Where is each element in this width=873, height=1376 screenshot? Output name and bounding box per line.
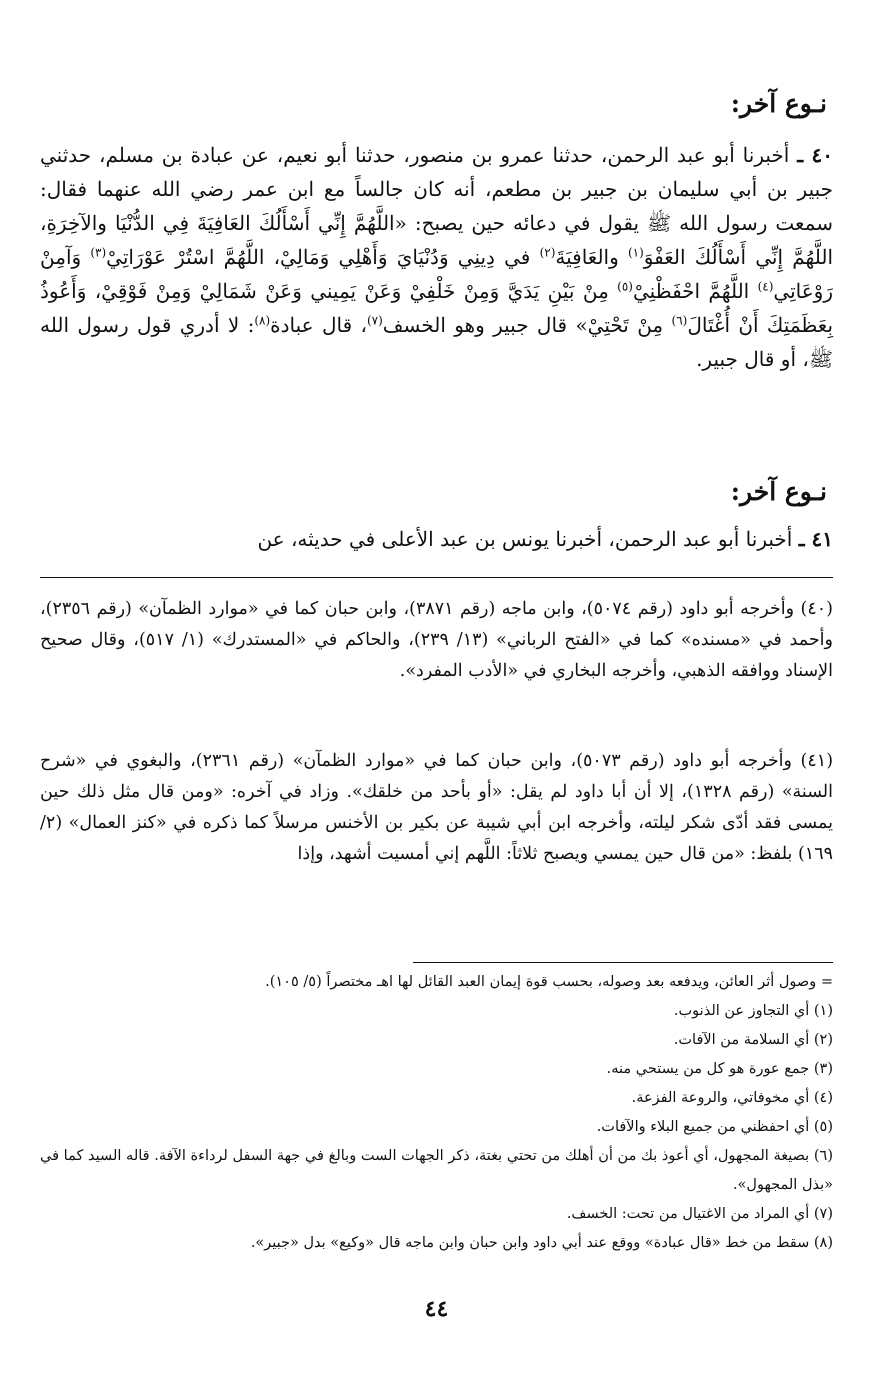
footnote-2: (٢) أي السلامة من الآفات.: [673, 1032, 833, 1048]
footnote-ref-4[interactable]: (٤): [757, 279, 774, 294]
hadith-40-part-h: ، قال عبادة: [270, 313, 367, 337]
hadith-40-number: ٤٠ ـ: [797, 143, 833, 167]
book-page: [40, 0, 833, 1376]
footnote-ref-8[interactable]: (٨): [254, 313, 271, 328]
footnote-ref-6[interactable]: (٦): [671, 313, 688, 328]
hadith-40-part-g: مِنْ تَحْتِيْ» قال جبير وهو الخسف: [382, 313, 672, 337]
main-divider: [40, 577, 833, 578]
footnote-ref-3[interactable]: (٣): [90, 245, 107, 260]
hadith-40-part-c: في دِينِي وَدُنْيَايَ وَأَهْلِي وَمَالِيْ، اللَّهُمَّ اسْتُرْ عَوْرَاتِيْ: [106, 245, 540, 269]
takhrij-41: (٤١) وأخرجه أبو داود (رقم ٥٠٧٣)، وابن حبان كما في «موارد الظمآن» (رقم ٢٣٦١)، والبغوي في «شرح السنة» (رقم ١٣٢٨)، إلا أن أبا داود لم يقل: «أو بأحد من خلقك». وزاد في آخره: «ومن قال مثل ذلك حين يمسى فقد أدّى شكر ليلته، وأخرجه ابن أبي شيبة عن بكير بن الأخنس مرسلاً كما ذكره في «كنز العمال» (٢/ ١٦٩) بلفظ: «من قال حين يمسي ويصبح ثلاثاً: اللَّهم إني أمسيت أشهد، وإذا: [40, 751, 834, 864]
footnote-divider: [413, 962, 833, 963]
hadith-40-part-i: : لا أدري قول رسول الله ﷺ، أو قال جبير.: [40, 313, 833, 371]
hadith-40-part-d: وَآمِنْ رَوْعَاتِي: [40, 245, 833, 303]
footnote-4: (٤) أي مخوفاتي، والروعة الفزعة.: [631, 1090, 833, 1106]
hadith-40-part-e: اللَّهُمَّ احْفَظْنِيْ: [632, 279, 758, 303]
footnote-ref-2[interactable]: (٢): [539, 245, 556, 260]
hadith-40-part-f: مِنْ بَيْنِ يَدَيَّ وَمِنْ خَلْفِيْ وَعَنْ يَمِيني وَعَنْ شَمَالِيْ وَمِنْ فَوْقِيْ، وَأَعُوذُ بِعَظَمَتِكَ أَنْ أُغْتَالَ: [40, 279, 834, 337]
footnote-1: (١) أي التجاوز عن الذنوب.: [673, 1003, 833, 1019]
section-heading-2: نـوع آخر:: [730, 477, 827, 506]
hadith-41-body: أخبرنا أبو عبد الرحمن، أخبرنا يونس بن عبد الأعلى في حديثه، عن: [257, 527, 799, 551]
footnotes-list: [40, 968, 833, 1258]
hadith-40-part-a: أخبرنا أبو عبد الرحمن، حدثنا عمرو بن منصور، حدثنا أبو نعيم، عن عبادة بن مسلم، حدثني جبير بن أبي سليمان بن جبير بن مطعم، أنه كان جالساً مع ابن عمر رضي الله عنهما فقال: سمعت رسول الله ﷺ يقول في دعائه حين يصبح: «اللَّهُمَّ إِنِّي أَسْأَلُكَ العَافِيَةَ فِي الدُّنْيَا والآخِرَةِ، اللَّهُمَّ إِنِّي أَسْأَلُكَ العَفْوَ: [40, 143, 833, 269]
footnote-ref-1[interactable]: (١): [627, 245, 644, 260]
hadith-41-text: [40, 522, 833, 556]
footnote-7: (٧) أي المراد من الاغتيال من تحت: الخسف.: [566, 1206, 833, 1222]
hadith-40-part-b: والعَافِيَةَ: [555, 245, 628, 269]
takhrij-40: (٤٠) وأخرجه أبو داود (رقم ٥٠٧٤)، وابن ماجه (رقم ٣٨٧١)، وابن حبان كما في «موارد الظمآن» (رقم ٢٣٥٦)، وأحمد في «مسنده» كما في «الفتح الرباني» (١٣/ ٢٣٩)، والحاكم في «المستدرك» (١/ ٥١٧)، وقال صحيح الإسناد ووافقه الذهبي، وأخرجه البخاري في «الأدب المفرد».: [40, 599, 833, 681]
footnote-8: (٨) سقط من خط «قال عبادة» ووقع عند أبي داود وابن حبان وابن ماجه قال «وكيع» بدل «جبير».: [250, 1235, 833, 1251]
hadith-40-text: [40, 138, 833, 376]
footnote-6: (٦) بصيغة المجهول، أي أعوذ بك من أن أهلك من تحتي بغتة، ذكر الجهات الست وبالغ في جهة السفل لرداءة الآفة. قاله السيد كما في «بذل المجهول».: [40, 1148, 833, 1193]
footnote-5: (٥) أي احفظني من جميع البلاء والآفات.: [596, 1119, 833, 1135]
hadith-41-number: ٤١ ـ: [798, 527, 833, 551]
section-heading-1: نـوع آخر:: [730, 89, 827, 118]
footnote-ref-7[interactable]: (٧): [366, 313, 383, 328]
footnote-continued: = وصول أثر العائن، ويدفعه بعد وصوله، بحسب قوة إيمان العبد القائل لها اهـ مختصراً (٥/ ١٠٥).: [265, 974, 833, 990]
footnote-ref-5[interactable]: (٥): [617, 279, 633, 294]
footnote-3: (٣) جمع عورة هو كل من يستحي منه.: [606, 1061, 833, 1077]
page-number: ٤٤: [424, 1296, 449, 1322]
